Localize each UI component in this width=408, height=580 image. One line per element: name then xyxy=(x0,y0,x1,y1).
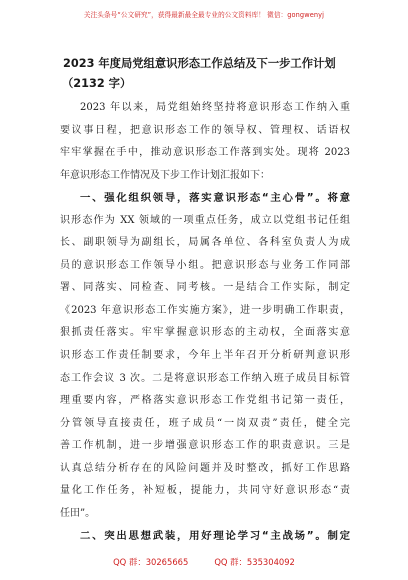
word-count: （2132 字） xyxy=(62,77,132,90)
paragraph-line: 识形态作为 XX 领域的一项重点任务，成立以党组书记任组 xyxy=(60,214,350,226)
paragraph-line: 认真总结分析存在的风险问题并及时整改，抓好工作思路 xyxy=(60,462,350,474)
paragraph-line: 2023 年以来，局党组始终坚持将意识形态工作纳入重 xyxy=(80,102,350,113)
paragraph-line: 员的意识形态工作领导小组。把意识形态与业务工作同部 xyxy=(60,259,350,271)
paragraph-line: 理重要内容，严格落实意识形态工作党组书记第一责任， xyxy=(60,395,350,407)
paragraph-line: 量化工作任务，补短板，提能力，共同守好意识形态“责 xyxy=(60,485,350,497)
qq-group-2: QQ 群：535304092 xyxy=(214,557,295,567)
paragraph-line: 识形态工作责任制要求，今年上半年召开分析研判意识形 xyxy=(60,350,350,362)
section-heading-2: 二、突出思想武装，用好理论学习“主战场”。制定 xyxy=(80,530,350,543)
paragraph-line: 年意识形态工作情况及下步工作计划汇报如下： xyxy=(60,169,270,181)
document-title: 2023 年度局党组意识形态工作总结及下一步工作计划 xyxy=(63,57,336,70)
paragraph-line: 任田”。 xyxy=(60,507,96,519)
paragraph-line: 长、副职领导为副组长，局属各单位、各科室负责人为成 xyxy=(60,237,350,249)
paragraph-line: 《2023 年意识形态工作实施方案》，进一步明确工作职责， xyxy=(60,304,350,316)
paragraph-line: 狠抓责任落实。牢牢掌握意识形态的主动权，全面落实意 xyxy=(60,327,350,339)
paragraph-line: 分管领导直接责任，班子成员“一岗双责”责任，健全完 xyxy=(60,417,350,429)
paragraph-line: 牢牢掌握在手中，推动意识形态工作落到实处。现将 2023 xyxy=(60,147,350,159)
document-body xyxy=(60,54,350,548)
qq-group-1: QQ 群：30265665 xyxy=(113,557,189,567)
paragraph-line: 善工作机制，进一步增强意识形态工作的职责意识。三是 xyxy=(60,440,350,452)
top-banner xyxy=(0,0,408,28)
footer xyxy=(0,556,408,574)
paragraph-line: 态工作会议 3 次。二是将意识形态工作纳入班子成员目标管 xyxy=(60,372,350,384)
paragraph-line: 要议事日程，把意识形态工作的领导权、管理权、话语权 xyxy=(60,124,350,136)
banner-text: 关注头条号“公文研究”，获得最新最全最专业的公文资料库！ 微信：gongwenyj xyxy=(83,11,325,19)
paragraph-line: 署、同落实、同检查、同考核。一是结合工作实际，制定 xyxy=(60,282,350,294)
section-heading-1: 一、强化组织领导，落实意识形态“主心骨”。将意 xyxy=(80,192,350,205)
